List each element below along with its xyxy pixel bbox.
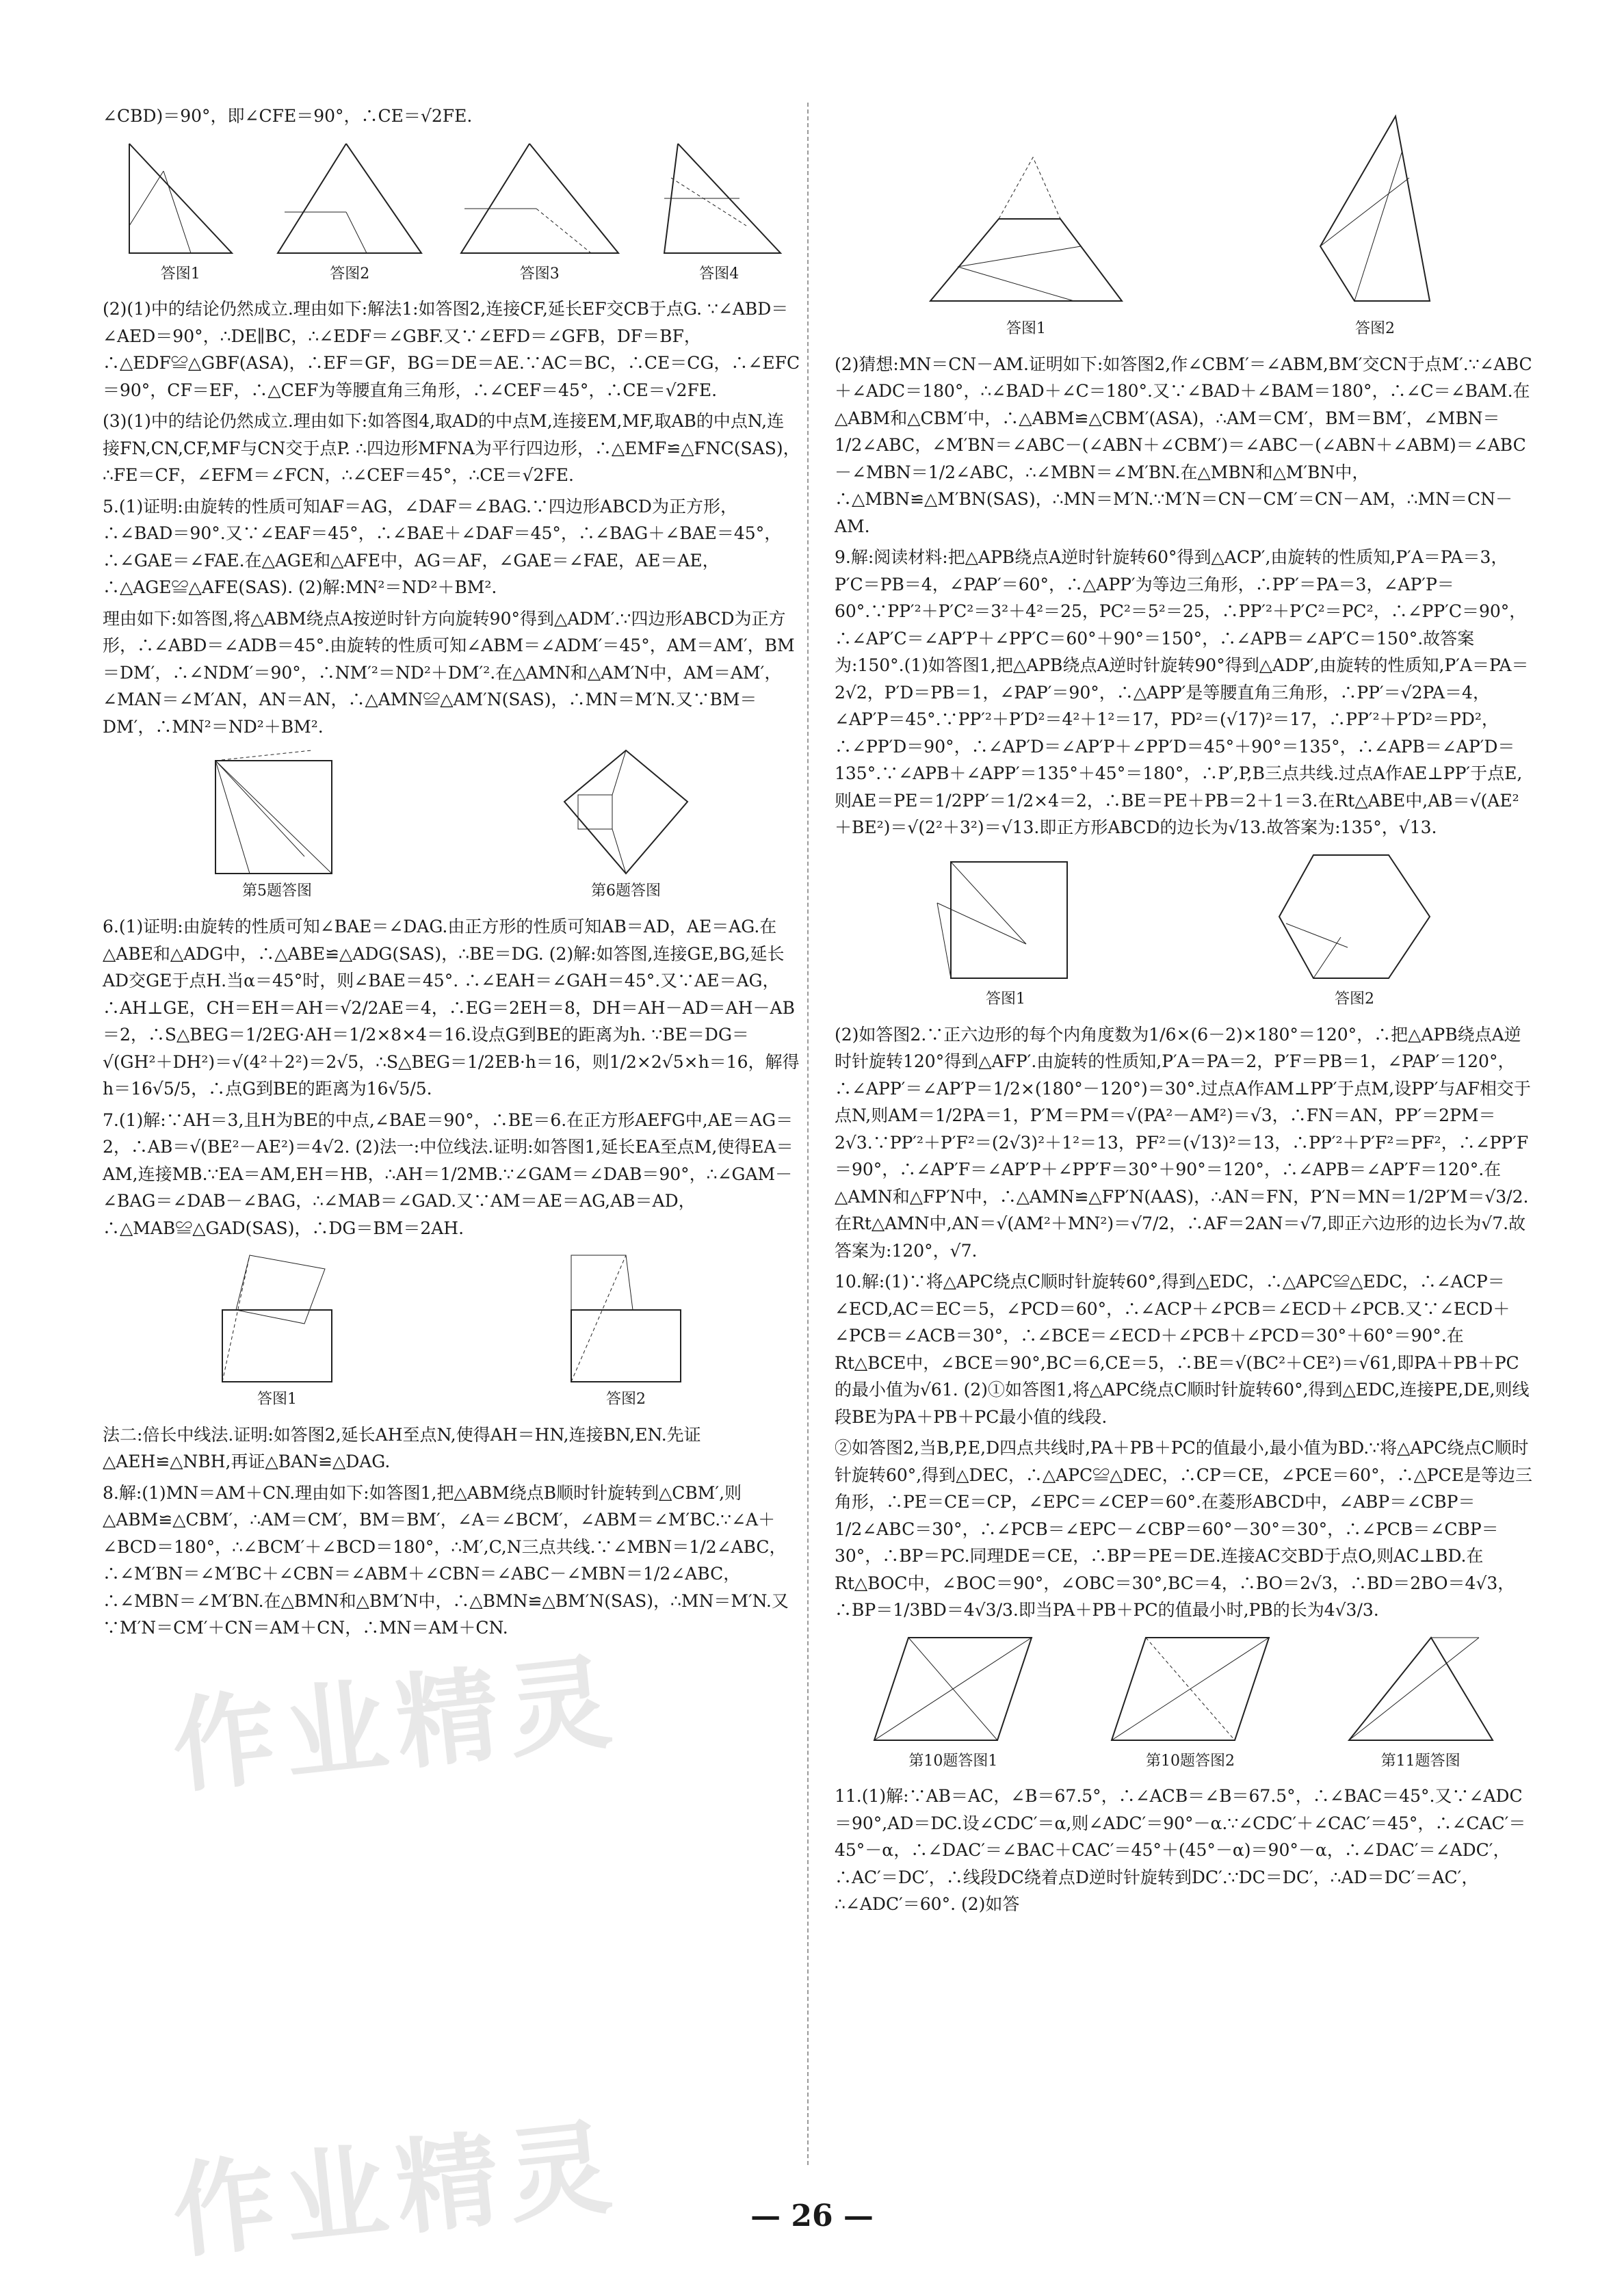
figure (867, 1631, 1038, 1774)
left-paragraph-9: 8.解:(1)MN＝AM＋CN.理由如下:如答图1,把△ABM绕点B顺时针旋转到△CBM′,则△ABM≌△CBM′，∴AM＝CM′，BM＝BM′，∠A＝∠BCM′，∠ABM＝∠M′BC.∵∠A＋∠BCD＝180°，∴∠BCM′＋∠BCD＝180°，∴M′,C,N三点共线.∵∠MBN＝1/2∠ABC，∴∠M′BN＝∠M′BC＋∠CBN＝∠ABM＋∠CBN＝∠ABC－∠MBN＝1/2∠ABC，∴∠MBN＝∠M′BN.在△BMN和△BM′N中，∴△BMN≌△BM′N(SAS)，∴MN＝M′N.又∵M′N＝CM′＋CN＝AM＋CN，∴MN＝AM＋CN. (103, 1482, 789, 1638)
figure (454, 137, 625, 287)
figure-caption: 答图1 (986, 990, 1025, 1008)
left-figure-row-3 (103, 1248, 800, 1412)
rotated-square-diagram (558, 747, 694, 877)
figure (209, 1248, 345, 1412)
figure (558, 1248, 694, 1412)
figure-caption: 答图2 (330, 265, 370, 283)
figure (1342, 1631, 1499, 1774)
left-paragraph-6: 6.(1)证明:由旋转的性质可知∠BAE＝∠DAG.由正方形的性质可知AB＝AD，AE＝AG.在△ABE和△ADG中，∴△ABE≌△ADG(SAS)，∴BE＝DG. (2)解:如答图,连接GE,BG,延长AD交GE于点H.当α＝45°时，则∠BAE＝45°. ∴∠EAH＝∠GAH＝45°.又∵AE＝AG，∴AH⊥GE，CH＝EH＝AH＝√2/2AE＝4，∴EG＝2EH＝8，DH＝AH－AD＝AH－AB＝2，∴S△BEG＝1/2EG·AH＝1/2×8×4＝16.设点G到BE的距离为h. ∵BE＝DG＝√(GH²＋DH²)＝√(4²＋2²)＝2√5，∴S△BEG＝1/2EB·h＝16，则1/2×2√5×h＝16，解得h＝16√5/5，∴点G到BE的距离为16√5/5. (103, 917, 800, 1099)
watermark: 作业精灵 (167, 2108, 626, 2273)
figure (1300, 109, 1450, 341)
figure-caption: 答图1 (160, 265, 200, 283)
right-figure-row-1 (835, 109, 1532, 341)
watermark: 作业精灵 (167, 1642, 626, 1808)
left-paragraph-2: (2)(1)中的结论仍然成立.理由如下:解法1:如答图2,连接CF,延长EF交CB于点G. ∵∠ABD＝∠AED＝90°，∴DE∥BC，∴∠EDF＝∠GBF.又∵∠EFD＝∠GFB，DF＝BF，∴△EDF≌△GBF(ASA)，∴EF＝GF，BG＝DE＝AE.∵AC＝BC，∴CE＝CG，∴∠EFC＝90°，CF＝EF，∴△CEF为等腰直角三角形，∴∠CEF＝45°，∴CE＝√2FE. (103, 299, 800, 400)
square-diagram (209, 1248, 345, 1385)
triangle-diagram (454, 137, 625, 260)
rhombus-diagram (1105, 1631, 1276, 1747)
column-divider (807, 103, 809, 2165)
figure (917, 144, 1136, 341)
figure (651, 137, 787, 287)
left-paragraph-4: 5.(1)证明:由旋转的性质可知AF＝AG，∠DAF＝∠BAG.∵四边形ABCD为正方形，∴∠BAD＝90°.又∵∠EAF＝45°，∴∠BAE＋∠DAF＝45°，∴∠BAG＋∠BAE＝45°，∴∠GAE＝∠FAE.在△AGE和△AFE中，AG＝AF，∠GAE＝∠FAE，AE＝AE，∴△AGE≌△AFE(SAS). (2)解:MN²＝ND²＋BM². (103, 496, 782, 598)
left-paragraph-5: 理由如下:如答图,将△ABM绕点A按逆时针方向旋转90°得到△ADM′.∵四边形ABCD为正方形，∴∠ABD＝∠ADB＝45°.由旋转的性质可知∠ABM＝∠ADM′＝45°，AM＝AM′，BM＝DM′，∴∠NDM′＝90°，∴NM′²＝ND²＋DM′².在△AMN和△AM′N中，AM＝AM′，∠MAN＝∠M′AN，AN＝AN，∴△AMN≌△AM′N(SAS)，∴MN＝M′N.又∵BM＝DM′，∴MN²＝ND²＋BM². (103, 608, 795, 737)
trapezoid-diagram (917, 144, 1136, 315)
rhombus-diagram (867, 1631, 1038, 1747)
right-paragraph-5: ②如答图2,当B,P,E,D四点共线时,PA＋PB＋PC的值最小,最小值为BD.∵将△APC绕点C顺时针旋转60°,得到△DEC，∴△APC≌△DEC，∴CP＝CE，∠PCE＝60°，∴△PCE是等边三角形，∴PE＝CE＝CP，∠EPC＝∠CEP＝60°.在菱形ABCD中，∠ABP＝∠CBP＝1/2∠ABC＝30°，∴∠PCB＝∠EPC－∠CBP＝60°－30°＝30°，∴∠PCB＝∠CBP＝30°，∴BP＝PC.同理DE＝CE，∴BP＝PE＝DE.连接AC交BD于点O,则AC⊥BD.在Rt△BOC中，∠BOC＝90°，∠OBC＝30°,BC＝4，∴BO＝2√3，∴BD＝2BO＝4√3，∴BP＝1/3BD＝4√3/3.即当PA＋PB＋PC的值最小时,PB的长为4√3/3. (835, 1438, 1532, 1620)
triangle-diagram (1342, 1631, 1499, 1747)
figure (209, 747, 345, 904)
quadrilateral-diagram (1300, 109, 1450, 315)
figure (271, 137, 428, 287)
right-paragraph-6: 11.(1)解:∵AB＝AC，∠B＝67.5°，∴∠ACB＝∠B＝67.5°，∴∠BAC＝45°.又∵∠ADC＝90°,AD＝DC.设∠CDC′＝α,则∠ADC′＝90°－α.∵∠CDC′＋∠CAC′＝45°，∴∠CAC′＝45°－α，∴∠DAC′＝∠BAC＋CAC′＝45°＋(45°－α)＝90°－α，∴∠DAC′＝∠ADC′，∴AC′＝DC′，∴线段DC绕着点D逆时针旋转到DC′.∵DC＝DC′，∴AD＝DC′＝AC′，∴∠ADC′＝60°. (2)如答 (835, 1786, 1526, 1915)
figure-caption: 答图1 (1006, 320, 1046, 337)
right-paragraph-3: (2)如答图2.∵正六边形的每个内角度数为1/6×(6－2)×180°＝120°，∴把△APB绕点A逆时针旋转120°得到△AFP′.由旋转的性质知,P′A＝PA＝2，P′F＝PB＝1，∠PAP′＝120°，∴∠APP′＝∠AP′P＝1/2×(180°－120°)＝30°.过点A作AM⊥PP′于点M,设PP′与AF相交于点N,则AM＝1/2PA＝1，P′M＝PM＝√(PA²－AM²)＝√3，∴FN＝AN，PP′＝2PM＝2√3.∵PP′²＋P′F²＝(2√3)²＋1²＝13，PF²＝(√13)²＝13，∴PP′²＋P′F²＝PF²，∴∠PP′F＝90°，∴∠AP′F＝∠AP′P＋∠PP′F＝30°＋90°＝120°，∴∠APB＝∠AP′F＝120°.在△AMN和△FP′N中，∴△AMN≌△FP′N(AAS)，∴AN＝FN，P′N＝MN＝1/2P′M＝√3/2.在Rt△AMN中,AN＝√(AM²＋MN²)＝√7/2，∴AF＝2AN＝√7,即正六边形的边长为√7.故答案为:120°，√7. (835, 1024, 1531, 1261)
left-figure-row-1 (103, 137, 800, 287)
page-number: — 26 — (750, 2199, 874, 2233)
right-paragraph-2: 9.解:阅读材料:把△APB绕点A逆时针旋转60°得到△ACP′,由旋转的性质知,P′A＝PA＝3，P′C＝PB＝4，∠PAP′＝60°，∴△APP′为等边三角形，∴PP′＝PA＝3，∠AP′P＝60°.∵PP′²＋P′C²＝3²＋4²＝25，PC²＝5²＝25，∴PP′²＋P′C²＝PC²，∴∠PP′C＝90°，∴∠AP′C＝∠AP′P＋∠PP′C＝60°＋90°＝150°，∴∠APB＝∠AP′C＝150°.故答案为:150°.(1)如答图1,把△APB绕点A逆时针旋转90°得到△ADP′,由旋转的性质知,P′A＝PA＝2√2，P′D＝PB＝1，∠PAP′＝90°，∴△APP′是等腰直角三角形，∴PP′＝√2PA＝4，∠AP′P＝45°.∵PP′²＋P′D²＝4²＋1²＝17，PD²＝(√17)²＝17，∴PP′²＋P′D²＝PD²，∴∠PP′D＝90°，∴∠AP′D＝∠AP′P＋∠PP′D＝45°＋90°＝135°，∴∠APB＝∠AP′D＝135°.∵∠APB＋∠APP′＝135°＋45°＝180°，∴P′,P,B三点共线.过点A作AE⊥PP′于点E,则AE＝PE＝1/2PP′＝1/2×4＝2，∴BE＝PE＋PB＝2＋1＝3.在Rt△ABE中,AB＝√(AE²＋BE²)＝√(2²＋3²)＝√13.即正方形ABCD的边长为√13.故答案为:135°，√13. (835, 547, 1529, 838)
triangle-diagram (116, 137, 246, 260)
hexagon-diagram (1272, 848, 1437, 985)
figure (930, 848, 1081, 1012)
square-diagram (209, 747, 345, 877)
square-diagram (558, 1248, 694, 1385)
figure-caption: 答图2 (1355, 320, 1395, 337)
figure (1105, 1631, 1276, 1774)
figure (116, 137, 246, 287)
left-column (103, 103, 800, 1646)
left-paragraph-3: (3)(1)中的结论仍然成立.理由如下:如答图4,取AD的中点M,连接EM,MF,取AB的中点N,连接FN,CN,CF,MF与CN交于点P. ∴四边形MFNA为平行四边形，∴△EMF≌△FNC(SAS)，∴FE＝CF，∠EFM＝∠FCN，∴∠CEF＝45°，∴CE＝√2FE. (103, 411, 800, 486)
figure-caption: 答图4 (699, 265, 739, 283)
figure-caption: 第11题答图 (1380, 1752, 1461, 1770)
right-figure-row-3 (835, 1631, 1532, 1774)
left-paragraph-7: 7.(1)解:∵AH＝3,且H为BE的中点,∠BAE＝90°，∴BE＝6.在正方形AEFG中,AE＝AG＝2，∴AB＝√(BE²－AE²)＝4√2. (2)法一:中位线法.证明:如答图1,延长EA至点M,使得EA＝AM,连接MB.∵EA＝AM,EH＝HB，∴AH＝1/2MB.∵∠GAM＝∠DAB＝90°，∴∠GAM－∠BAG＝∠DAB－∠BAG，∴∠MAB＝∠GAD.又∵AM＝AE＝AG,AB＝AD，∴△MAB≌△GAD(SAS)，∴DG＝BM＝2AH. (103, 1110, 794, 1238)
figure-caption: 答图2 (1335, 990, 1374, 1008)
figure-caption: 答图1 (257, 1391, 297, 1408)
left-paragraph-8: 法二:倍长中线法.证明:如答图2,延长AH至点N,使得AH＝HN,连接BN,EN.先证△AEH≌△NBH,再证△BAN≌△DAG. (103, 1424, 701, 1472)
figure-caption: 答图2 (606, 1391, 646, 1408)
right-figure-row-2 (835, 848, 1532, 1012)
figure-caption: 第10题答图1 (908, 1752, 998, 1770)
figure (558, 747, 694, 904)
figure (1272, 848, 1437, 1012)
figure-caption: 第5题答图 (242, 882, 312, 900)
right-column (835, 103, 1532, 1922)
right-paragraph-4: 10.解:(1)∵将△APC绕点C顺时针旋转60°,得到△EDC，∴△APC≌△EDC，∴∠ACP＝∠ECD,AC＝EC＝5，∠PCD＝60°，∴∠ACP＋∠PCB＝∠ECD＋∠PCB.又∵∠ECD＋∠PCB＝∠ACB＝30°，∴∠BCE＝∠ECD＋∠PCB＋∠PCD＝30°＋60°＝90°.在Rt△BCE中，∠BCE＝90°,BC＝6,CE＝5，∴BE＝√(BC²＋CE²)＝√61,即PA＋PB＋PC的最小值为√61. (2)①如答图1,将△APC绕点C顺时针旋转60°,得到△EDC,连接PE,DE,则线段BE为PA＋PB＋PC最小值的线段. (835, 1272, 1530, 1427)
square-diagram (930, 848, 1081, 985)
triangle-diagram (651, 137, 787, 260)
right-paragraph-1: (2)猜想:MN＝CN－AM.证明如下:如答图2,作∠CBM′＝∠ABM,BM′交CN于点M′.∵∠ABC＋∠ADC＝180°，∴∠BAD＋∠C＝180°.又∵∠BAD＋∠BAM＝180°，∴∠C＝∠BAM.在△ABM和△CBM′中，∴△ABM≌△CBM′(ASA)，∴AM＝CM′，BM＝BM′，∠MBN＝1/2∠ABC，∠M′BN＝∠ABC－(∠ABN＋∠CBM′)＝∠ABC－(∠ABN＋∠ABM)＝∠ABC－∠MBN＝1/2∠ABC，∴∠MBN＝∠M′BN.在△MBN和△M′BN中，∴△MBN≌△M′BN(SAS)，∴MN＝M′N.∵M′N＝CN－CM′＝CN－AM，∴MN＝CN－AM. (835, 354, 1532, 536)
left-paragraph-1: ∠CBD)＝90°，即∠CFE＝90°，∴CE＝√2FE. (103, 106, 473, 126)
triangle-diagram (271, 137, 428, 260)
figure-caption: 答图3 (519, 265, 560, 283)
figure-caption: 第6题答图 (591, 882, 661, 900)
left-figure-row-2 (103, 747, 800, 904)
figure-caption: 第10题答图2 (1145, 1752, 1235, 1770)
